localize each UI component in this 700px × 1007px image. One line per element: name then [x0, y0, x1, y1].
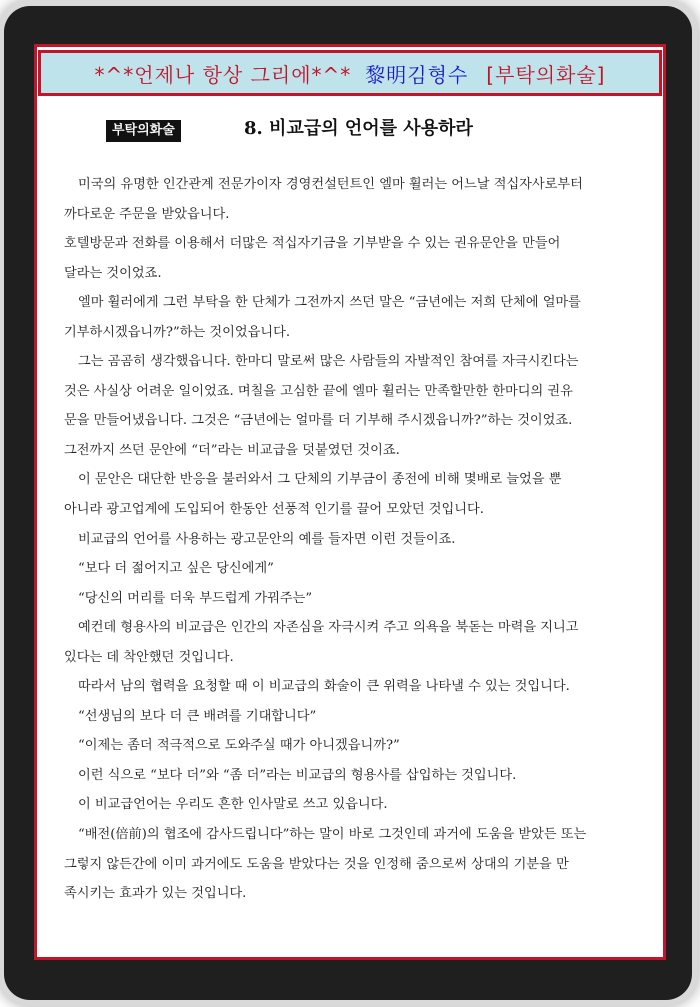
text-line: 달라는 것이었죠.	[64, 265, 162, 281]
document-page	[44, 100, 656, 956]
article-body	[64, 170, 649, 909]
text-line: 문을 만들어냈읍니다. 그것은 “금년에는 얼마를 더 기부해 주시겠읍니까?”하는 것이었죠.	[64, 413, 573, 429]
text-line: 그는 곰곰히 생각했읍니다. 한마디 말로써 많은 사람들의 자발적인 참여를 자극시킨다는	[78, 354, 579, 370]
text-line: 족시키는 효과가 있는 것입니다.	[64, 886, 247, 902]
text-line: 따라서 남의 협력을 요청할 때 이 비교급의 화술이 큰 위력을 나타낼 수 있는 것입니다.	[78, 679, 570, 695]
text-line: 까다로운 주문을 받았읍니다.	[64, 206, 230, 222]
banner-series: [부탁의화술]	[486, 62, 606, 87]
text-line: 것은 사실상 어려운 일이었죠. 며칠을 고심한 끝에 엘마 휠러는 만족할만한 한마디의 권유	[64, 383, 573, 399]
text-line: 이 문안은 대단한 반응을 불러와서 그 단체의 기부금이 종전에 비해 몇배로 늘었을 뿐	[78, 472, 562, 488]
text-line: “배전(倍前)의 협조에 감사드립니다”하는 말이 바로 그것인데 과거에 도움을 받았든 또는	[78, 827, 587, 843]
text-line: “이제는 좀더 적극적으로 도와주실 때가 아니겠읍니까?”	[78, 738, 400, 754]
title-banner	[38, 50, 662, 96]
text-line: “당신의 머리를 더욱 부드럽게 가꿔주는”	[78, 590, 313, 606]
text-line: “선생님의 보다 더 큰 배려를 기대합니다”	[78, 708, 317, 724]
text-line: 비교급의 언어를 사용하는 광고문안의 예를 들자면 이런 것들이죠.	[78, 531, 456, 547]
text-line: 엘마 휠러에게 그런 부탁을 한 단체가 그전까지 쓰던 말은 “금년에는 저희 단체에 얼마를	[78, 295, 581, 311]
text-line: 이런 식으로 “보다 더”와 “좀 더”라는 비교급의 형용사를 삽입하는 것입니다.	[78, 767, 517, 783]
text-line: 이 비교급언어는 우리도 흔한 인사말로 쓰고 있읍니다.	[78, 797, 388, 813]
text-line: 예컨데 형용사의 비교급은 인간의 자존심을 자극시켜 주고 의욕을 북돋는 마력을 지니고	[78, 620, 579, 636]
banner-slogan: *^*언제나 항상 그리에*^*	[94, 62, 352, 87]
text-line: 그렇지 않든간에 이미 과거에도 도움을 받았다는 것을 인정해 줌으로써 상대의 기분을 만	[64, 856, 569, 872]
banner-author: 黎明김형수	[365, 62, 469, 87]
text-line: 있다는 데 착안했던 것입니다.	[64, 649, 234, 665]
text-line: 기부하시겠읍니까?”하는 것이었읍니다.	[64, 324, 291, 340]
text-line: 미국의 유명한 인간관계 전문가이자 경영컨설턴트인 엘마 휠러는 어느날 적십자사로부터	[78, 177, 583, 192]
text-line: 호텔방문과 전화를 이용해서 더많은 적십자기금을 기부받을 수 있는 권유문안을 만들어	[64, 236, 561, 252]
text-line: 아니라 광고업계에 도입되어 한동안 선풍적 인기를 끌어 모았던 것입니다.	[64, 502, 484, 518]
section-tag: 부탁의화술	[106, 120, 181, 142]
page-title: 8. 비교급의 언어를 사용하라	[244, 118, 473, 139]
text-line: “보다 더 젊어지고 싶은 당신에게”	[78, 561, 274, 577]
text-line: 그전까지 쓰던 문안에 “더”라는 비교급을 덧붙였던 것이죠.	[64, 442, 400, 458]
